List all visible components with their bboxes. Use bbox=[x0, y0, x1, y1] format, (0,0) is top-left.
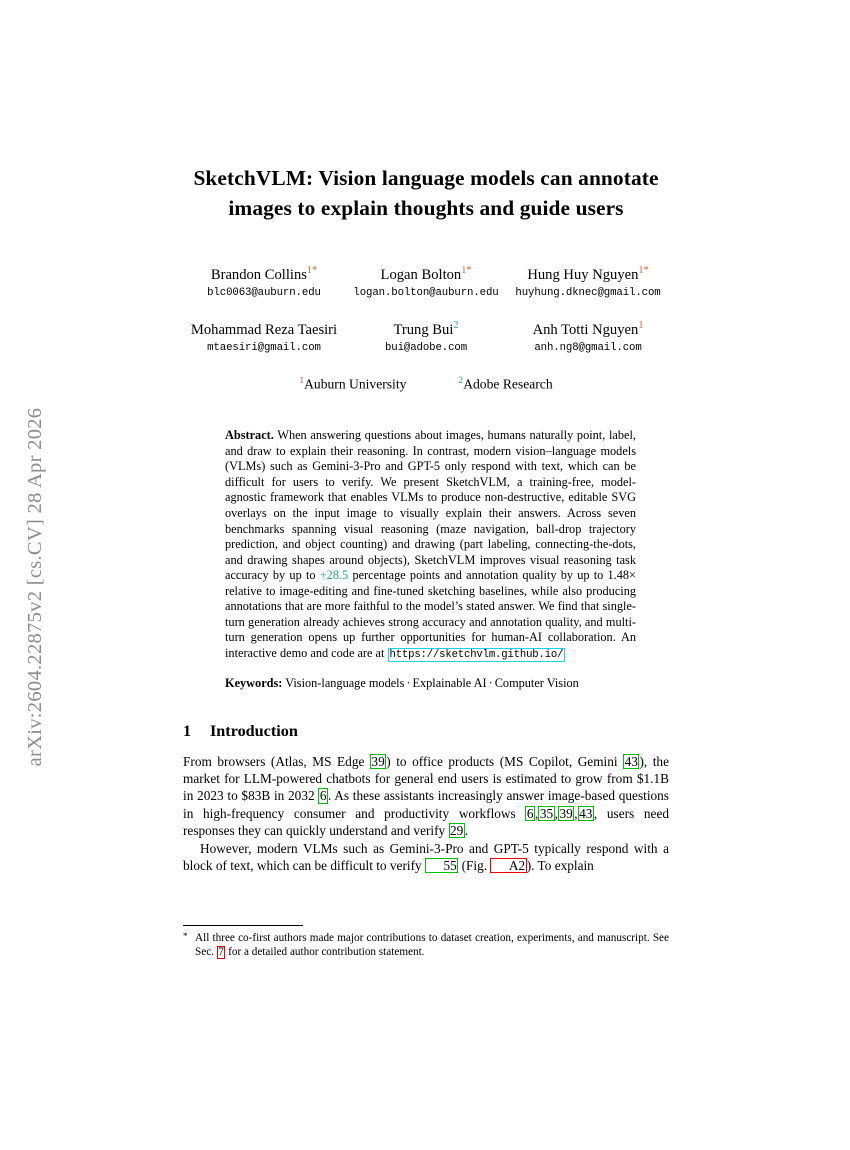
author-entry bbox=[183, 261, 345, 302]
author-entry bbox=[345, 261, 507, 302]
keyword-separator: · bbox=[488, 676, 493, 691]
abstract-text-part-2: percentage points and annotation quality by up to 1.48× relative to image-editing and fine-tuned sketching baselines, while also producing annotations that are more faithful to the model’s stated answer. We find that single-turn generation already achieves strong accuracy and annotation quality, and multi-turn generation opens up further opportunities for human-AI collaboration. An interactive demo and code are at bbox=[225, 568, 636, 660]
author-row bbox=[183, 316, 669, 357]
author-affiliation-marker: 1 bbox=[461, 265, 467, 276]
citation-link[interactable]: 39 bbox=[559, 805, 573, 821]
abstract-highlight-value: +28.5 bbox=[319, 568, 349, 583]
author-email: logan.bolton@auburn.edu bbox=[353, 286, 499, 299]
author-entry bbox=[183, 316, 345, 357]
abstract-section bbox=[225, 428, 636, 663]
author-block bbox=[183, 261, 669, 392]
paper-page bbox=[183, 0, 669, 1150]
section-title: Introduction bbox=[210, 721, 298, 740]
author-entry bbox=[507, 316, 669, 357]
author-name bbox=[346, 261, 506, 285]
abstract-heading: Abstract. bbox=[225, 428, 274, 443]
footnote-text-1: All three co-first authors made major contributions to dataset creation, experiments, and manuscript. See Sec. bbox=[195, 932, 669, 959]
para1-text-3: ), the market for LLM-powered chatbots for general end users is estimated to grow from $1.1B in 2023 to $83B in 2032 bbox=[183, 753, 669, 804]
author-equal-contrib-marker: * bbox=[643, 265, 649, 276]
keyword-item: Explainable AI bbox=[412, 676, 487, 691]
author-name bbox=[184, 261, 344, 285]
citation-link[interactable]: 43 bbox=[579, 805, 593, 821]
keywords-section bbox=[225, 676, 636, 692]
affiliation-marker: 2 bbox=[458, 375, 464, 386]
para1-text-5: , users need responses they can quickly understand and verify bbox=[183, 805, 670, 838]
author-affiliation-marker: 2 bbox=[453, 319, 459, 331]
title-line-2: images to explain thoughts and guide users bbox=[228, 196, 624, 220]
section-number: 1 bbox=[183, 721, 192, 740]
intro-paragraph-2 bbox=[183, 840, 669, 874]
author-name-text: Anh Totti Nguyen bbox=[532, 321, 639, 338]
intro-paragraph-1: From browsers (Atlas, MS Edge 39 ) to office products (MS Copilot, Gemini 43 ), the market for LLM-powered chatbots for general end users is estimated to grow from $1.1B in 2023 to $83B in 2032 6 . As these assistants increasingly answer image-based questions in high-frequency consumer and productivity workflows 6 , 35 , 39 , 43 , users need responses they can quickly understand and verify 29 . bbox=[183, 753, 670, 838]
para2-text-1: However, modern VLMs such as Gemini-3-Pro and GPT-5 typically respond with a block of text, which can be difficult to verify bbox=[183, 840, 669, 874]
footnote-text-2: for a detailed author contribution statement. bbox=[225, 946, 425, 959]
keyword-item: Vision-language models bbox=[285, 676, 405, 691]
citation-link[interactable]: 55 bbox=[425, 858, 458, 873]
author-affiliation-marker: 1 bbox=[638, 319, 644, 331]
para1-text-4: . As these assistants increasingly answer image-based questions in high-frequency consumer and productivity workflows bbox=[183, 788, 669, 821]
footnote-marker: * bbox=[183, 931, 188, 941]
author-name-text: Hung Huy Nguyen bbox=[527, 266, 639, 283]
author-email: huyhung.dknec@gmail.com bbox=[515, 286, 661, 299]
author-name bbox=[508, 316, 668, 340]
project-url-link[interactable]: https://sketchvlm.github.io/ bbox=[389, 648, 564, 661]
affiliation-list bbox=[183, 376, 669, 393]
section-reference-link[interactable]: 7 bbox=[218, 946, 224, 959]
keywords-heading: Keywords: bbox=[225, 676, 283, 691]
page-title bbox=[183, 163, 669, 223]
title-line-1: SketchVLM: Vision language models can annotate bbox=[193, 166, 659, 190]
affiliation-item bbox=[458, 376, 552, 393]
footnote-text bbox=[183, 931, 669, 959]
affiliation-marker: 1 bbox=[299, 375, 305, 386]
author-entry bbox=[345, 316, 507, 357]
para1-text-2: ) to office products (MS Copilot, Gemini bbox=[386, 753, 624, 769]
footnote-divider bbox=[183, 925, 303, 926]
citation-link[interactable]: 43 bbox=[624, 753, 638, 769]
author-email: anh.ng8@gmail.com bbox=[534, 341, 642, 354]
citation-link[interactable]: 29 bbox=[450, 822, 464, 838]
citation-link[interactable]: 39 bbox=[371, 753, 385, 769]
footnote-section bbox=[183, 925, 669, 959]
arxiv-stamp-text: arXiv:2604.22875v2 [cs.CV] 28 Apr 2026 bbox=[23, 407, 46, 767]
author-equal-contrib-marker: * bbox=[466, 265, 472, 276]
para2-text-3: ). To explain bbox=[526, 858, 594, 874]
citation-link[interactable]: 6 bbox=[319, 788, 327, 804]
para2-text-2: (Fig. bbox=[458, 858, 491, 874]
author-email: mtaesiri@gmail.com bbox=[207, 341, 321, 354]
author-name bbox=[346, 316, 506, 340]
author-affiliation-marker: 1 bbox=[638, 265, 644, 276]
para1-text-6: . bbox=[464, 822, 469, 838]
author-email: blc0063@auburn.edu bbox=[207, 286, 321, 299]
para1-text-1: From browsers (Atlas, MS Edge bbox=[183, 753, 370, 769]
abstract-text-part-1: When answering questions about images, humans naturally point, label, and draw to explain their reasoning. In contrast, modern vision–language models (VLMs) such as Gemini-3-Pro and GPT-5 only respond with text, which can be difficult for users to verify. We present SketchVLM, a training-free, model-agnostic framework that enables VLMs to produce non-destructive, editable SVG overlays on the input image to visually explain their answers. Across seven benchmarks spanning visual reasoning (maze navigation, ball-drop trajectory prediction, and object counting) and drawing (part labeling, connecting-the-dots, and drawing shapes around objects), SketchVLM improves visual reasoning task accuracy by up to bbox=[225, 428, 636, 583]
author-name-text: Brandon Collins bbox=[210, 266, 307, 283]
author-name-text: Mohammad Reza Taesiri bbox=[190, 321, 338, 338]
author-email: bui@adobe.com bbox=[384, 341, 468, 354]
affiliation-name: Adobe Research bbox=[463, 376, 553, 392]
arxiv-identifier-stamp bbox=[0, 0, 70, 1150]
affiliation-name: Auburn University bbox=[304, 376, 407, 392]
keyword-separator: · bbox=[406, 676, 411, 691]
author-equal-contrib-marker: * bbox=[312, 265, 318, 276]
author-row bbox=[183, 261, 669, 302]
author-entry bbox=[507, 261, 669, 302]
keyword-item: Computer Vision bbox=[494, 676, 579, 691]
author-name bbox=[184, 316, 344, 340]
citation-link[interactable]: 35 bbox=[539, 805, 554, 821]
figure-reference-link[interactable]: A2 bbox=[490, 858, 526, 873]
author-affiliation-marker: 1 bbox=[306, 265, 313, 276]
section-heading-introduction bbox=[183, 722, 669, 741]
citation-link[interactable]: 6 bbox=[526, 805, 534, 821]
author-name-text: Trung Bui bbox=[393, 321, 454, 338]
author-name-text: Logan Bolton bbox=[380, 266, 462, 283]
affiliation-item bbox=[299, 376, 406, 393]
author-name bbox=[508, 261, 668, 285]
